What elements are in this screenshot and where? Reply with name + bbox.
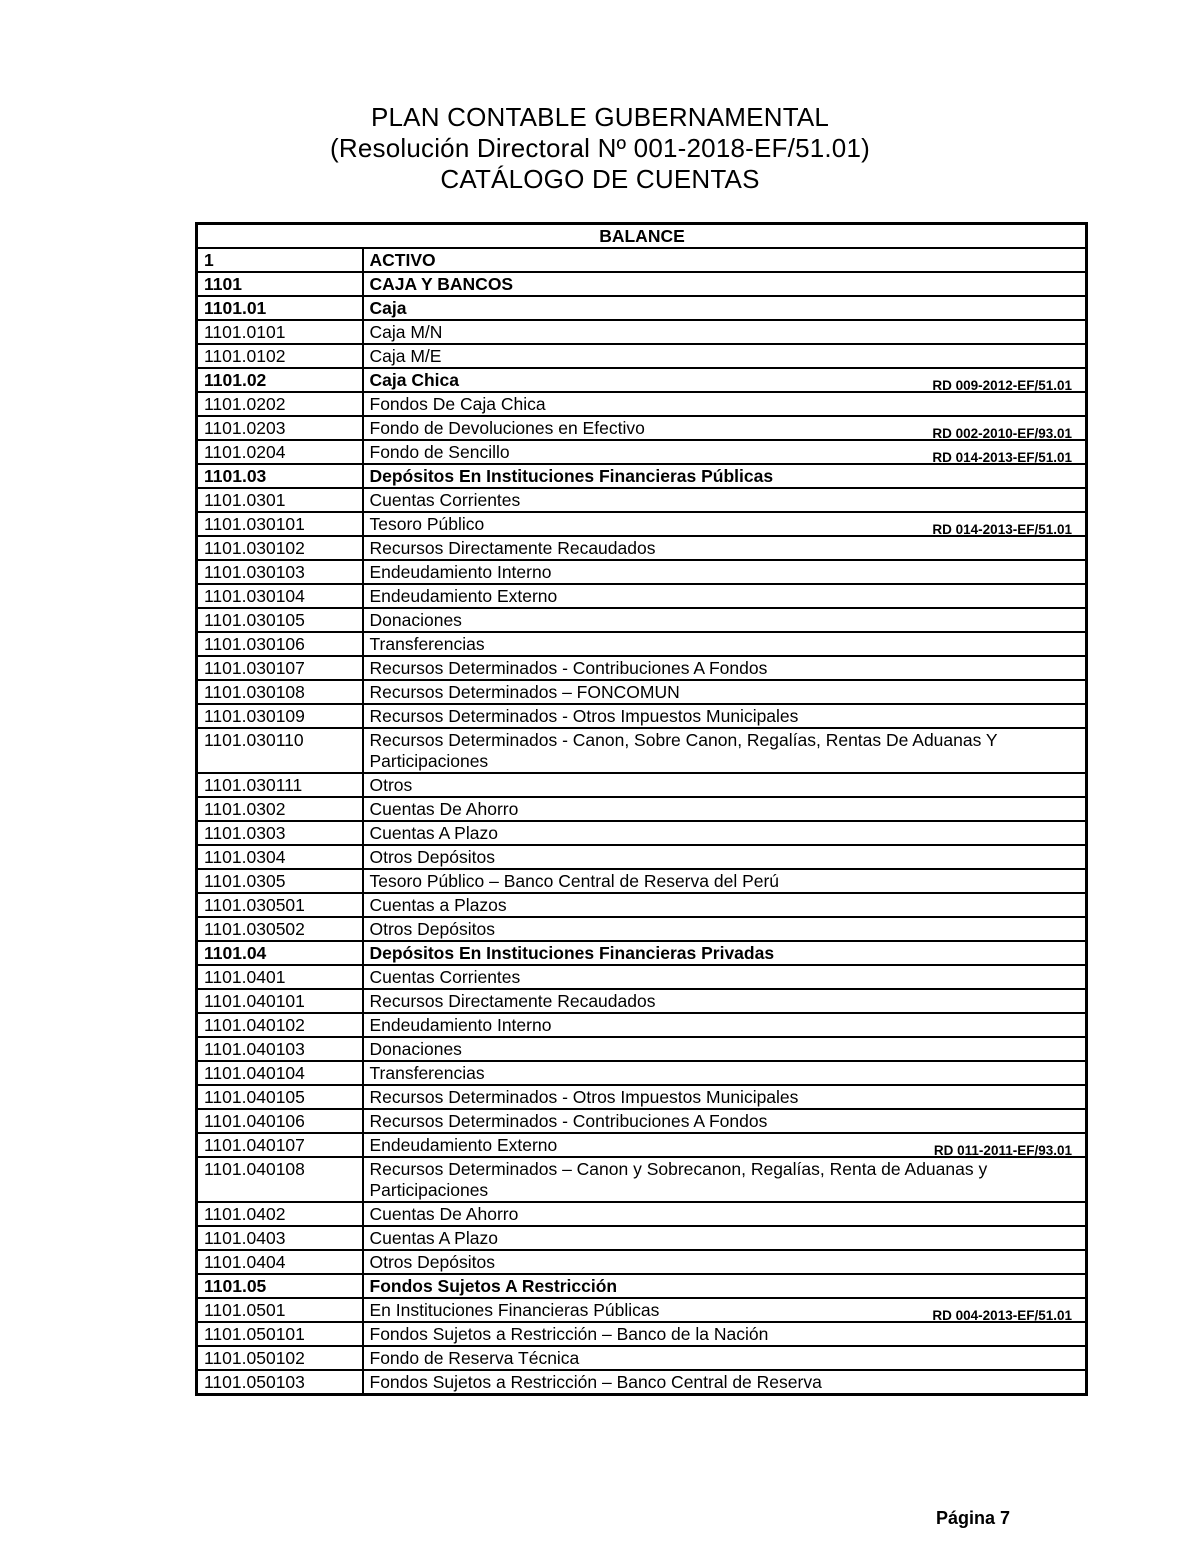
account-description-cell [363,1250,1087,1274]
account-description: Transferencias [369,1063,485,1083]
resolution-note: RD 009-2012-EF/51.01 [932,378,1072,393]
table-row [197,296,1087,320]
table-row [197,704,1087,728]
table-row [197,1274,1087,1298]
account-description-cell [363,845,1087,869]
table-row [197,821,1087,845]
account-code: 1101.0501 [197,1298,363,1322]
table-row [197,1298,1087,1322]
table-row [197,1322,1087,1346]
account-code: 1101.050101 [197,1322,363,1346]
account-code: 1101.01 [197,296,363,320]
account-code: 1 [197,248,363,272]
account-description-cell [363,608,1087,632]
page-number: Página 7 [936,1508,1011,1528]
account-code: 1101.0203 [197,416,363,440]
resolution-note: RD 004-2013-EF/51.01 [932,1308,1072,1323]
account-code: 1101.040107 [197,1133,363,1157]
account-code: 1101.030109 [197,704,363,728]
account-code: 1101.040104 [197,1061,363,1085]
table-row [197,1109,1087,1133]
account-description: Cuentas Corrientes [369,967,521,987]
account-code: 1101.0102 [197,344,363,368]
account-description: Fondo de Devoluciones en Efectivo [369,418,645,438]
table-row [197,464,1087,488]
account-description: Depósitos En Instituciones Financieras Públicas [369,466,774,486]
account-description-cell [363,821,1087,845]
document-title: PLAN CONTABLE GUBERNAMENTAL [370,102,830,132]
account-description-cell [363,320,1087,344]
resolution-note: RD 002-2010-EF/93.01 [932,426,1072,441]
account-description-cell [363,704,1087,728]
account-description: Recursos Determinados - Otros Impuestos Municipales [369,1087,799,1107]
account-code: 1101.030104 [197,584,363,608]
account-description-cell [363,536,1087,560]
table-row [197,536,1087,560]
account-code: 1101.05 [197,1274,363,1298]
account-description-cell [363,1322,1087,1346]
account-code: 1101.030102 [197,536,363,560]
account-description-cell [363,1109,1087,1133]
account-description-cell [363,512,1087,536]
account-code: 1101.0301 [197,488,363,512]
table-row [197,1061,1087,1085]
resolution-note: RD 011-2011-EF/93.01 [933,1143,1072,1158]
account-code: 1101.0404 [197,1250,363,1274]
account-description-cell [363,941,1087,965]
document-title-block [0,102,1200,195]
account-description-cell [363,1202,1087,1226]
account-description: Otros Depósitos [369,1252,495,1272]
table-row [197,941,1087,965]
account-code: 1101.040108 [197,1157,363,1202]
table-header-row [197,224,1087,249]
account-description: Cuentas Corrientes [369,490,521,510]
account-description-cell [363,1037,1087,1061]
account-code: 1101.040106 [197,1109,363,1133]
account-code: 1101.0305 [197,869,363,893]
account-code: 1101.040101 [197,989,363,1013]
account-description: Fondo de Reserva Técnica [369,1348,580,1368]
account-description-cell [363,1133,1087,1157]
account-catalog-table [195,222,1088,1396]
account-description-cell [363,656,1087,680]
account-description-cell [363,1061,1087,1085]
table-row [197,1346,1087,1370]
account-code: 1101.0302 [197,797,363,821]
account-code: 1101.040102 [197,1013,363,1037]
account-description: CAJA Y BANCOS [369,274,514,294]
table-row [197,1037,1087,1061]
table-row [197,656,1087,680]
account-description-cell [363,1013,1087,1037]
table-row [197,512,1087,536]
account-description: ACTIVO [369,250,436,270]
account-description: Endeudamiento Interno [369,1015,552,1035]
table-row [197,869,1087,893]
account-code: 1101.030111 [197,773,363,797]
account-code: 1101.0202 [197,392,363,416]
table-row [197,797,1087,821]
account-description-cell [363,965,1087,989]
account-code: 1101.0401 [197,965,363,989]
account-description-cell [363,989,1087,1013]
table-row [197,392,1087,416]
account-description-cell [363,893,1087,917]
account-description: Cuentas A Plazo [369,1228,498,1248]
table-row [197,440,1087,464]
account-description-cell [363,1370,1087,1395]
table-row [197,1226,1087,1250]
account-description: Caja Chica [369,370,459,390]
account-code: 1101.050102 [197,1346,363,1370]
table-row [197,965,1087,989]
account-code: 1101 [197,272,363,296]
account-description: Recursos Directamente Recaudados [369,538,656,558]
account-description-cell [363,584,1087,608]
account-description: Recursos Determinados - Contribuciones A Fondos [369,1111,768,1131]
account-description-cell [363,368,1087,392]
account-description: Fondos Sujetos A Restricción [369,1276,618,1296]
account-description-cell [363,464,1087,488]
account-description: Donaciones [369,610,462,630]
account-description: Endeudamiento Externo [369,586,558,606]
table-row [197,773,1087,797]
account-description: Recursos Determinados - Canon, Sobre Canon, Regalías, Rentas De Aduanas Y Participaciones [369,730,998,771]
account-description: Depósitos En Instituciones Financieras Privadas [369,943,775,963]
account-description: Caja [369,298,407,318]
account-description-cell [363,1346,1087,1370]
table-header: BALANCE [197,224,1087,249]
account-code: 1101.03 [197,464,363,488]
table-row [197,728,1087,773]
account-description-cell [363,344,1087,368]
account-description-cell [363,1226,1087,1250]
account-description: Recursos Directamente Recaudados [369,991,656,1011]
account-code: 1101.030501 [197,893,363,917]
account-description-cell [363,869,1087,893]
account-code: 1101.02 [197,368,363,392]
table-row [197,344,1087,368]
table-row [197,680,1087,704]
account-description: Otros [369,775,413,795]
table-row [197,989,1087,1013]
table-row [197,560,1087,584]
table-row [197,272,1087,296]
table-row [197,632,1087,656]
account-code: 1101.0402 [197,1202,363,1226]
account-code: 1101.030110 [197,728,363,773]
account-description-cell [363,1274,1087,1298]
account-description: Otros Depósitos [369,847,495,867]
table-row [197,1013,1087,1037]
account-description: Cuentas a Plazos [369,895,507,915]
account-description-cell [363,488,1087,512]
account-code: 1101.050103 [197,1370,363,1395]
account-description-cell [363,416,1087,440]
account-description-cell [363,392,1087,416]
account-code: 1101.030502 [197,917,363,941]
account-code: 1101.0403 [197,1226,363,1250]
table-row [197,893,1087,917]
account-description: Fondo de Sencillo [369,442,510,462]
account-description: Cuentas A Plazo [369,823,498,843]
table-row [197,248,1087,272]
account-description: Caja M/N [369,322,443,342]
document-subtitle: CATÁLOGO DE CUENTAS [440,164,760,194]
account-code: 1101.0204 [197,440,363,464]
resolution-note: RD 014-2013-EF/51.01 [932,522,1072,537]
account-description-cell [363,248,1087,272]
account-code: 1101.040105 [197,1085,363,1109]
account-description: Endeudamiento Interno [369,562,552,582]
account-description-cell [363,1298,1087,1322]
account-code: 1101.040103 [197,1037,363,1061]
account-code: 1101.0304 [197,845,363,869]
account-description: Tesoro Público – Banco Central de Reserva del Perú [369,871,780,891]
account-description: Fondos Sujetos a Restricción – Banco de la Nación [369,1324,769,1344]
table-row [197,488,1087,512]
account-description-cell [363,773,1087,797]
account-description: Cuentas De Ahorro [369,799,519,819]
account-description: Fondos De Caja Chica [369,394,546,414]
table-row [197,1370,1087,1395]
account-description: Fondos Sujetos a Restricción – Banco Central de Reserva [369,1372,822,1392]
account-code: 1101.030101 [197,512,363,536]
account-description-cell [363,560,1087,584]
account-description: Recursos Determinados – FONCOMUN [369,682,680,702]
account-code: 1101.030107 [197,656,363,680]
account-description: Tesoro Público [369,514,485,534]
table-row [197,368,1087,392]
account-description-cell [363,728,1087,773]
account-description-cell [363,1085,1087,1109]
table-row [197,1157,1087,1202]
account-description: Cuentas De Ahorro [369,1204,519,1224]
table-row [197,1202,1087,1226]
account-code: 1101.0101 [197,320,363,344]
table-row [197,1085,1087,1109]
account-description-cell [363,680,1087,704]
account-description-cell [363,296,1087,320]
document-resolution: (Resolución Directoral Nº 001-2018-EF/51.01) [330,133,870,163]
account-description: Transferencias [369,634,485,654]
account-description: Recursos Determinados – Canon y Sobrecanon, Regalías, Renta de Aduanas y Participaciones [369,1159,988,1200]
account-description-cell [363,797,1087,821]
account-description: Endeudamiento Externo [369,1135,558,1155]
account-description: Donaciones [369,1039,462,1059]
table-row [197,608,1087,632]
account-description: Recursos Determinados - Otros Impuestos Municipales [369,706,799,726]
account-code: 1101.030105 [197,608,363,632]
table-row [197,320,1087,344]
table-row [197,1250,1087,1274]
account-description-cell [363,632,1087,656]
account-code: 1101.030103 [197,560,363,584]
table-row [197,416,1087,440]
account-description-cell [363,917,1087,941]
account-description-cell [363,272,1087,296]
account-description: Otros Depósitos [369,919,495,939]
table-row [197,1133,1087,1157]
account-code: 1101.04 [197,941,363,965]
account-description: Recursos Determinados - Contribuciones A Fondos [369,658,768,678]
resolution-note: RD 014-2013-EF/51.01 [932,450,1072,465]
table-row [197,584,1087,608]
account-description-cell [363,1157,1087,1202]
account-code: 1101.030108 [197,680,363,704]
account-description-cell [363,440,1087,464]
account-description: En Instituciones Financieras Públicas [369,1300,660,1320]
table-row [197,917,1087,941]
table-row [197,845,1087,869]
account-code: 1101.0303 [197,821,363,845]
account-description: Caja M/E [369,346,442,366]
account-code: 1101.030106 [197,632,363,656]
